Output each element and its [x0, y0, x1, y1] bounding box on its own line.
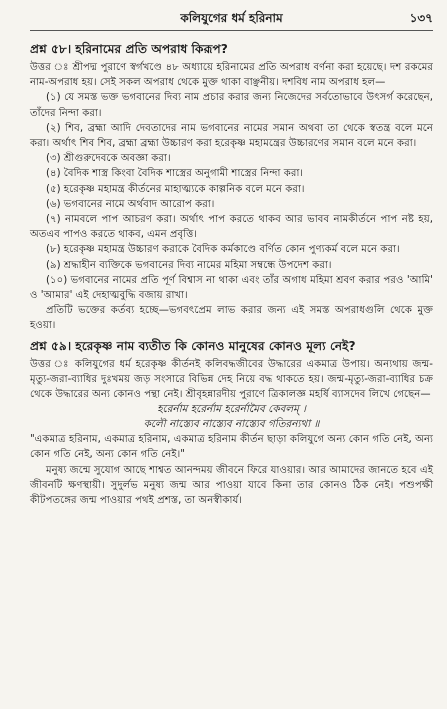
running-title: কলিযুগের ধর্ম হরিনাম — [180, 11, 283, 25]
question-59: প্রশ্ন ৫৯। হরেকৃষ্ণ নাম ব্যতীত কি কোনও মানুষের কোনও মূল্য নেই? — [30, 338, 356, 353]
page-header — [30, 8, 433, 31]
verse-line-1: হরের্নাম হরের্নাম হরের্নামৈব কেবলম্ । — [157, 403, 306, 416]
offense-item-2: (২) শিব, ব্রহ্মা আদি দেবতাদের নাম ভগবানের নামের সমান অথবা তা থেকে স্বতন্ত্র বলে মনে করা। অর্থাৎ শিব শিব, ব্রহ্মা ব্রহ্মা উচ্চারণ করা হরেকৃষ্ণ মহামন্ত্রের উচ্চারণের সমান বলে মনে করা। — [30, 122, 433, 150]
offense-item-1: (১) যে সমস্ত ভক্ত ভগবানের দিব্য নাম প্রচার করার জন্য নিজেদের সর্বতোভাবে উৎসর্গ করেছেন, তাঁদের নিন্দা করা। — [30, 92, 433, 119]
question-58: প্রশ্ন ৫৮। হরিনামের প্রতি অপরাধ কিরূপ? — [30, 42, 228, 56]
offense-item-9: (৯) শ্রদ্ধাহীন ব্যক্তিকে ভগবানের দিব্য নামের মহিমা সম্বন্ধে উপদেশ করা। — [46, 259, 332, 271]
offense-item-5: (৫) হরেকৃষ্ণ মহামন্ত্র কীর্তনের মাহাত্ম্যকে কাল্পনিক বলে মনে করা। — [46, 183, 305, 195]
answer-58-closing: প্রতিটি ভক্তের কর্তব্য হচ্ছে—ভগবৎপ্রেম লাভ করার জন্য এই সমস্ত অপরাধগুলি থেকে মুক্ত হওয়া। — [30, 305, 433, 332]
offense-item-3: (৩) শ্রীগুরুদেবকে অবজ্ঞা করা। — [46, 153, 171, 165]
verse-line-2: কলৌ নাস্ত্যেব নাস্ত্যেব নাস্ত্যেব গতিরন্যথা ॥ — [143, 418, 320, 431]
offense-item-4: (৪) বৈদিক শাস্ত্র কিংবা বৈদিক শাস্ত্রের অনুগামী শাস্ত্রের নিন্দা করা। — [46, 168, 304, 180]
verse-translation: "একমাত্র হরিনাম, একমাত্র হরিনাম, একমাত্র হরিনাম কীর্তন ছাড়া কলিযুগে অন্য কোন গতি নেই, অন্য কোন গতি নেই, অন্য কোন গতি নেই।" — [30, 434, 433, 461]
offense-item-6: (৬) ভগবানের নামে অর্থবাদ আরোপ করা। — [46, 198, 215, 210]
offense-item-8: (৮) হরেকৃষ্ণ মহামন্ত্র উচ্চারণ করাকে বৈদিক কর্মকাণ্ডে বর্ণিত কোন পুণ্যকর্ম বলে মনে করা। — [46, 244, 400, 256]
offense-item-7: (৭) নামবলে পাপ আচরণ করা। অর্থাৎ পাপ করতে থাকব আর ভাবব নামকীর্তনে পাপ নষ্ট হয়, অতএব পাপও করতে থাকব, এমন প্রবৃত্তি। — [30, 214, 433, 241]
answer-59: উত্তর ঃ কলিযুগের ধর্ম হরেকৃষ্ণ কীর্তনই কলিবদ্ধজীবের উদ্ধারের একমাত্র উপায়। অন্যথায় জন্ম-মৃত্যু-জরা-ব্যাধির দুঃখময় জড় সংসারে বিভিন্ন দেহ নিয়ে বদ্ধ থাকতে হয়। জন্ম-মৃত্যু-জরা-ব্যাধির চক্র থেকে উদ্ধারের অন্য কোনও পন্থা নেই। শ্রীবৃহন্নারদীয় পুরাণে ত্রিকালজ্ঞ মহর্ষি ব্যাসদেব লিখে গেছেন— — [30, 358, 433, 401]
offense-item-10: (১০) ভগবানের নামের প্রতি পূর্ণ বিশ্বাস না থাকা এবং তাঁর অগাধ মহিমা শ্রবণ করার পরও 'আমি' ও 'আমার' এই দেহাত্মবুদ্ধি বজায় রাখা। — [30, 274, 433, 302]
closing-paragraph: মনুষ্য জন্মে সুযোগ আছে শাশ্বত আনন্দময় জীবনে ফিরে যাওয়ার। আর আমাদের জানতে হবে এই জীবনটি ক্ষণস্থায়ী। সুদুর্লভ মনুষ্য জন্ম আর পাওয়া যাবে কিনা তার কোনও ঠিক নেই। পশুপক্ষী কীটপতঙ্গের জন্ম পাওয়ার পথই প্রশস্ত, তা অনস্বীকার্য। — [30, 464, 433, 507]
page-number: ১৩৭ — [409, 11, 433, 25]
answer-58-intro: উত্তর ঃ শ্রীপদ্ম পুরাণে স্বর্গখণ্ডে ৪৮ অধ্যায়ে হরিনামের প্রতি অপরাধ বর্ণনা করা হয়েছে। দশ রকমের নাম-অপরাধ হয়। সেই সকল অপরাধ থেকে মুক্ত থাকা বাঞ্ছনীয়। দশবিধ নাম অপরাধ হল— — [30, 62, 433, 89]
